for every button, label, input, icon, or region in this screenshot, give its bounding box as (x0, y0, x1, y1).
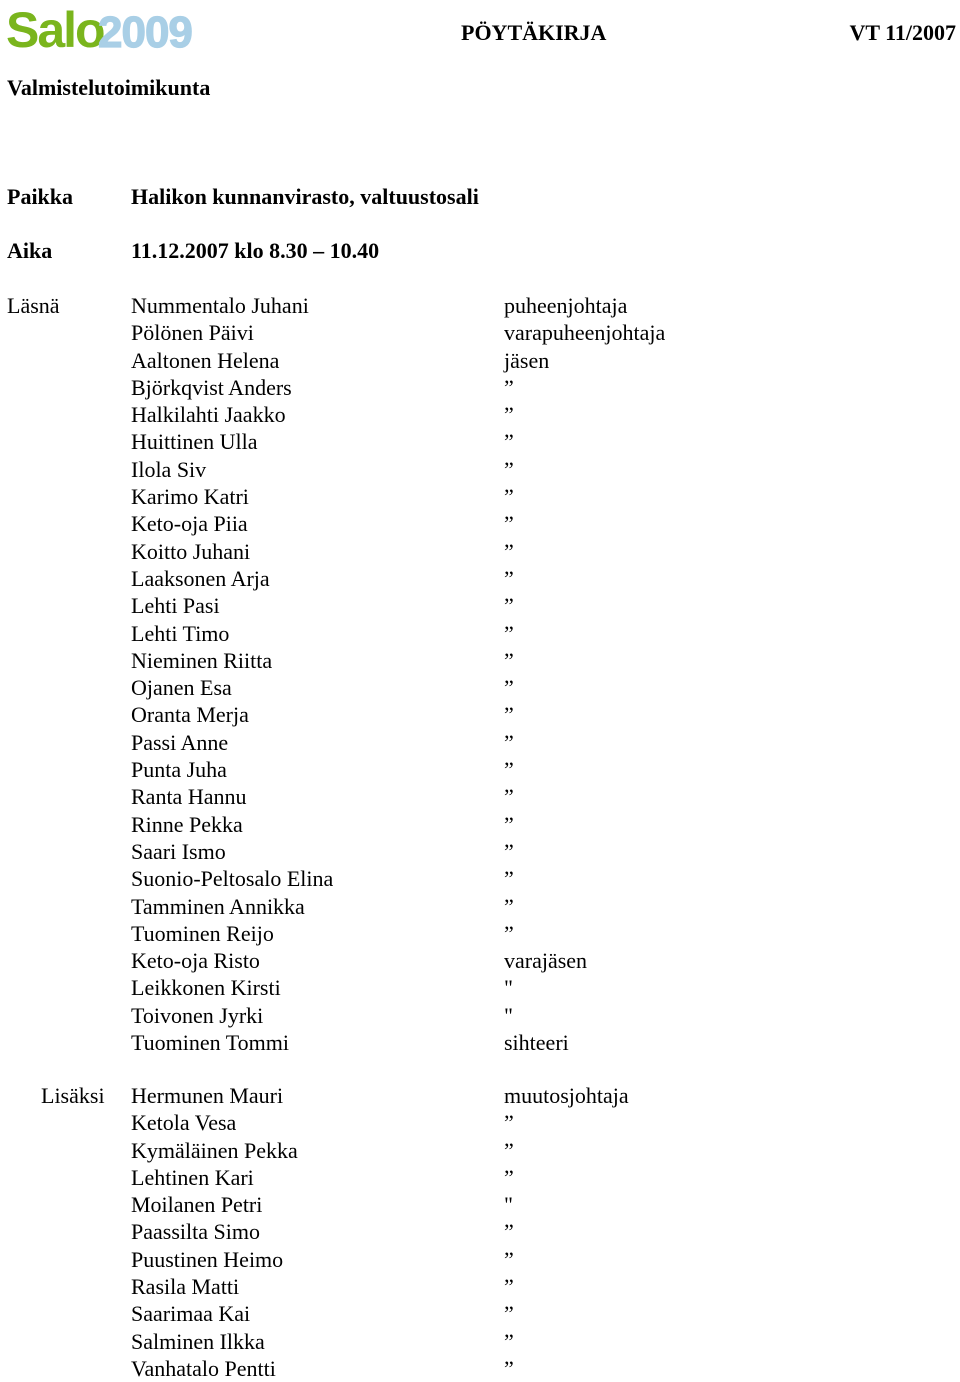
attendee-row (0, 920, 960, 947)
attendee-role: ” (504, 402, 514, 428)
attendee-role: ” (504, 620, 514, 646)
attendee-role: ” (504, 1246, 514, 1272)
attendee-name: Ojanen Esa (131, 675, 232, 701)
attendee-name: Rasila Matti (131, 1274, 240, 1300)
attendee-row (0, 1082, 960, 1109)
attendee-name: Keto-oja Piia (131, 511, 248, 537)
attendee-row (0, 319, 960, 346)
attendee-role: ” (504, 538, 514, 564)
attendee-name: Nieminen Riitta (131, 647, 273, 673)
attendees-present-list (0, 292, 960, 1056)
attendee-name: Karimo Katri (131, 484, 249, 510)
attendee-row (0, 811, 960, 838)
attendee-name: Puustinen Heimo (131, 1246, 284, 1272)
attendee-row (0, 783, 960, 810)
attendee-name: Lehti Timo (131, 620, 230, 646)
svg-text:Salo: Salo (6, 2, 104, 54)
attendee-name: Rinne Pekka (131, 811, 243, 837)
attendees-additional-list (0, 1082, 960, 1382)
attendee-role: ” (504, 1164, 514, 1190)
attendee-role: ” (504, 374, 514, 400)
attendee-name: Punta Juha (131, 757, 227, 783)
attendee-row (0, 1218, 960, 1245)
attendee-row (0, 1300, 960, 1327)
meeting-time-label: Aika (7, 238, 53, 263)
attendee-name: Pölönen Päivi (131, 320, 254, 346)
attendee-name: Passi Anne (131, 729, 229, 755)
attendee-row (0, 565, 960, 592)
attendee-role: ” (504, 647, 514, 673)
attendee-row (0, 865, 960, 892)
attendees-present-label: Läsnä (7, 293, 60, 318)
attendee-row (0, 947, 960, 974)
attendee-row (0, 1355, 960, 1382)
svg-text:2009: 2009 (98, 8, 192, 54)
attendee-row (0, 347, 960, 374)
attendee-row (0, 1029, 960, 1056)
attendee-row (0, 1002, 960, 1029)
meeting-time-value: 11.12.2007 klo 8.30 – 10.40 (131, 238, 380, 263)
attendee-row (0, 893, 960, 920)
attendee-row (0, 456, 960, 483)
attendee-role: ” (504, 1110, 514, 1136)
attendee-role: ” (504, 866, 514, 892)
attendee-role: ” (504, 511, 514, 537)
attendee-role: ” (504, 811, 514, 837)
attendee-name: Ilola Siv (131, 456, 207, 482)
attendee-role: muutosjohtaja (504, 1083, 629, 1108)
attendee-name: Huittinen Ulla (131, 429, 258, 455)
attendee-row (0, 1246, 960, 1273)
attendee-name: Kymäläinen Pekka (131, 1137, 298, 1163)
attendee-row (0, 1137, 960, 1164)
attendee-name: Halkilahti Jaakko (131, 402, 286, 428)
attendee-row (0, 1191, 960, 1218)
attendees-additional-label: Lisäksi (41, 1083, 105, 1108)
meeting-place-label: Paikka (7, 184, 74, 209)
attendee-name: Ranta Hannu (131, 784, 247, 810)
attendee-row (0, 1273, 960, 1300)
attendee-name: Keto-oja Risto (131, 948, 260, 974)
attendee-name: Björkqvist Anders (131, 374, 292, 400)
attendee-row (0, 756, 960, 783)
attendee-row (0, 483, 960, 510)
meeting-place-value: Halikon kunnanvirasto, valtuustosali (131, 184, 479, 209)
attendee-name: Tuominen Tommi (131, 1030, 289, 1056)
attendee-role: ” (504, 456, 514, 482)
document-type: PÖYTÄKIRJA (461, 20, 607, 45)
attendee-role: ” (504, 675, 514, 701)
attendee-role: ” (504, 1301, 514, 1327)
attendee-role: " (504, 1192, 513, 1218)
attendee-role: ” (504, 1274, 514, 1300)
attendee-role: ” (504, 893, 514, 919)
attendee-name: Paassilta Simo (131, 1219, 260, 1245)
attendee-name: Salminen Ilkka (131, 1328, 265, 1354)
attendee-role: puheenjohtaja (504, 293, 628, 318)
attendee-name: Hermunen Mauri (131, 1083, 284, 1108)
attendee-role: " (504, 975, 513, 1001)
attendee-name: Aaltonen Helena (131, 347, 280, 373)
attendee-name: Vanhatalo Pentti (131, 1355, 276, 1381)
attendee-name: Lehtinen Kari (131, 1164, 254, 1190)
attendee-row (0, 674, 960, 701)
attendee-role: ” (504, 1219, 514, 1245)
attendee-row (0, 647, 960, 674)
attendee-name: Lehti Pasi (131, 593, 220, 619)
attendee-role: " (504, 1002, 513, 1028)
attendee-name: Moilanen Petri (131, 1192, 263, 1218)
attendee-role: sihteeri (504, 1030, 569, 1056)
attendee-row (0, 838, 960, 865)
document-number: VT 11/2007 (849, 20, 956, 45)
attendee-role: varajäsen (504, 948, 588, 974)
attendee-role: ” (504, 484, 514, 510)
attendee-row (0, 374, 960, 401)
attendee-name: Suonio-Peltosalo Elina (131, 866, 334, 892)
attendee-name: Laaksonen Arja (131, 565, 270, 591)
attendee-row (0, 1164, 960, 1191)
attendee-role: ” (504, 1137, 514, 1163)
attendee-row (0, 620, 960, 647)
attendee-role: ” (504, 838, 514, 864)
attendee-name: Nummentalo Juhani (131, 293, 309, 318)
attendee-role: ” (504, 702, 514, 728)
committee-name: Valmistelutoimikunta (7, 75, 211, 100)
attendee-role: ” (504, 757, 514, 783)
attendee-name: Koitto Juhani (131, 538, 251, 564)
attendee-role: ” (504, 729, 514, 755)
attendee-role: ” (504, 1328, 514, 1354)
attendee-role: jäsen (504, 347, 550, 373)
attendee-role: ” (504, 1355, 514, 1381)
attendee-row (0, 292, 960, 319)
attendee-role: ” (504, 429, 514, 455)
attendee-name: Leikkonen Kirsti (131, 975, 281, 1001)
attendee-row (0, 510, 960, 537)
attendee-row (0, 1109, 960, 1136)
attendee-row (0, 974, 960, 1001)
salo-2009-logo (6, 2, 194, 54)
attendee-row (0, 729, 960, 756)
attendee-name: Oranta Merja (131, 702, 249, 728)
attendee-name: Tamminen Annikka (131, 893, 305, 919)
attendee-row (0, 1328, 960, 1355)
attendee-role: ” (504, 920, 514, 946)
attendee-role: ” (504, 565, 514, 591)
attendee-row (0, 401, 960, 428)
attendee-row (0, 701, 960, 728)
attendee-name: Saari Ismo (131, 838, 226, 864)
attendee-name: Ketola Vesa (131, 1110, 237, 1136)
attendee-role: varapuheenjohtaja (504, 320, 666, 346)
attendee-row (0, 428, 960, 455)
attendee-role: ” (504, 593, 514, 619)
attendee-row (0, 538, 960, 565)
attendee-name: Saarimaa Kai (131, 1301, 251, 1327)
attendee-row (0, 592, 960, 619)
attendee-role: ” (504, 784, 514, 810)
attendee-name: Tuominen Reijo (131, 920, 274, 946)
attendee-name: Toivonen Jyrki (131, 1002, 264, 1028)
